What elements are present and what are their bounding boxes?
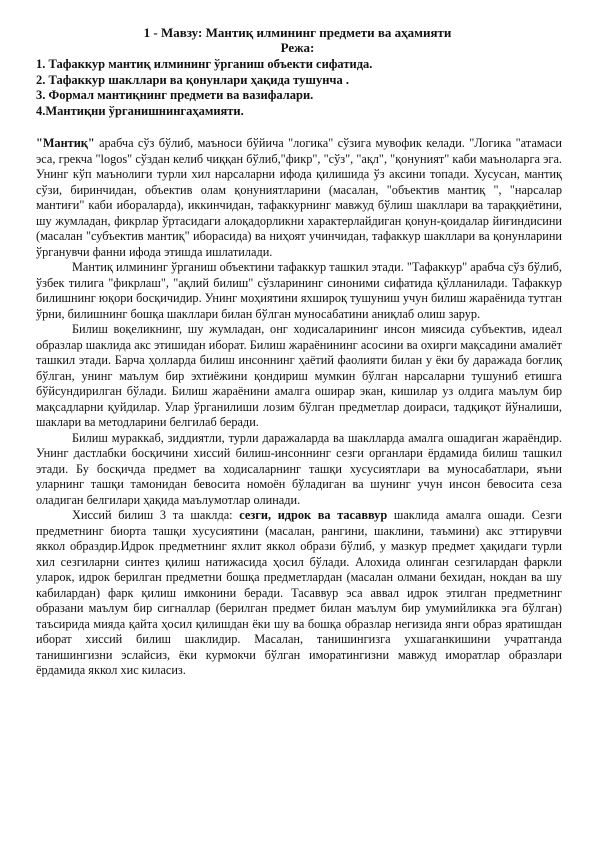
paragraph-text: Хиссий билиш 3 та шаклда: — [72, 508, 240, 522]
plan-item: 3. Формал мантиқнинг предмети ва вазифалари. — [36, 88, 314, 102]
plan-item: 1. Тафаккур мантиқ илмининг ўрганиш объекти сифатида. — [36, 57, 373, 71]
body-text — [36, 136, 562, 679]
paragraph: Мантиқ илмининг ўрганиш объектини тафаккур ташкил этади. "Тафаккур" арабча сўз бўлиб, ўзбек тилига "фикрлаш", "ақлий билиш" сўзларининг синоними сифатида қўлланилади. Тафаккур билишнинг юқори босқичидир. Унинг моҳиятини яхшироқ тушуниш учун билиш жараёнида тутган ўрни, билишнинг бошқа шакллари билан бўлган муносабатини аниқлаб олиш зарур. — [36, 260, 562, 321]
paragraph: Билиш мураккаб, зиддиятли, турли даражаларда ва шаклларда амалга ошадиган жараёндир. Унинг дастлабки босқичини хиссий билиш-инсоннинг сезги органлари ёрдамида билиш ташкил этади. Бу босқичда предмет ва ходисаларнинг ташқи хусусиятлари ва муносабатлари, яъни уларнинг ташқи тамонидан бевосита номоён бўладиган ва шунинг учун инсон бевосита сеза оладиган белгилари ҳақида маълумотлар олинади. — [36, 430, 562, 507]
paragraph-text: шаклида амалга ошади. Сезги предметнинг биорта ташқи хусусиятини (масалан, рангини, шаклини, таъмини) акс эттирувчи яккол образдир.Идрок предметнинг яхлит яккол образи бўлиб, у мазкур предмет ҳақидаги турли хил сезгиларни синтез қилиш натижасида ҳосил бўлади. Алохида олинган сезгилардан фаркли уларок, идрок берилган предметни бошқа предметлардан (масалан олмани бехидан, нокдан ва шу кабилардан) фарк қилиш имконини беради. Тасаввур эса аввал идрок этилган предметнинг образани маълум бир сигналлар (берилган предмет билан маълум бир умумийликка эга бўлган) таъсирида мияда қайта ҳосил қилишдан ёки шу ва бошқа образлар негизида янги образ яратишдан иборат хиссий билиш шаклидир. Масалан, танишингизга ухшаганкишини учратганда танишингизни эслайсиз, ёки курмокчи бўлган иморатингизни мавжуд иморатлар образлари ёрдамида яккол хис киласиз. — [36, 508, 563, 677]
paragraph — [36, 136, 562, 260]
paragraph-text: арабча сўз бўлиб, маъноси бўйича "логика" сўзига мувофик келади. "Логика "атамаси эса, грекча "logos" сўздан келиб чиққан бўлиб,"фикр", "сўз", "ақл", "қонуният" каби маъноларга эга. Унинг кўп маънолиги турли хил нарсаларни ифода қилишида ўз аксини топади. Хусусан, мантиқ сўзи, биринчидан, объектив олам қонуниятларини (масалан, "объектив мантиқ ", "нарсалар мантиғи" каби ибораларда), иккинчидан, тафаккурнинг мавжуд бўлиш шакллари ва тараққиётини, шу жумладан, фикрлар ўртасидаги алоқадорликни характерлайдиган қонун-қоидалар йиғиндисини (масалан "субъектив мантиқ" иборасида) ва ниҳоят учинчидан, тафаккур шакллари ва қонунларини ўрганувчи фанни ифода этишда ишлатилади. — [36, 136, 562, 259]
bold-terms: сезги, идрок ва тасаввур — [239, 508, 388, 522]
plan-list — [36, 57, 566, 119]
paragraph — [36, 508, 562, 679]
plan-heading: Режа: — [280, 40, 315, 55]
paragraph: Билиш воқеликнинг, шу жумладан, онг ходисаларининг инсон миясида субъектив, идеал образлар шаклида акс этишидан иборат. Билиш жараёнининг асосини ва охирги мақсадини амалиёт ташкил этади. Барча ҳолларда билиш инсоннинг ҳаётий фаолияти билан у ёки бу даражада боғлиқ бўлган, унинг маълум бир эхтиёжини қондириш мумкин бўлган нарсаларни тушуниб етишга бўйсундирилган бўлади. Билиш жараёнини амалга оширар экан, кишилар уз олдига маълум бир мақсадларни қуйдилар. Улар ўрганилиши лозим бўлган предметлар доираси, тадқиқот йўналиши, шаклари ва методларини белгилаб беради. — [36, 322, 562, 429]
plan-item: 2. Тафаккур шакллари ва қонунлари ҳақида тушунча . — [36, 72, 349, 87]
plan-item: 4.Мантиқни ўрганишнингаҳамияти. — [36, 103, 244, 118]
term-mantiq: "Мантиқ" — [36, 136, 95, 150]
lesson-title: 1 - Мавзу: Мантиқ илмининг предмети ва аҳамияти — [143, 25, 452, 40]
